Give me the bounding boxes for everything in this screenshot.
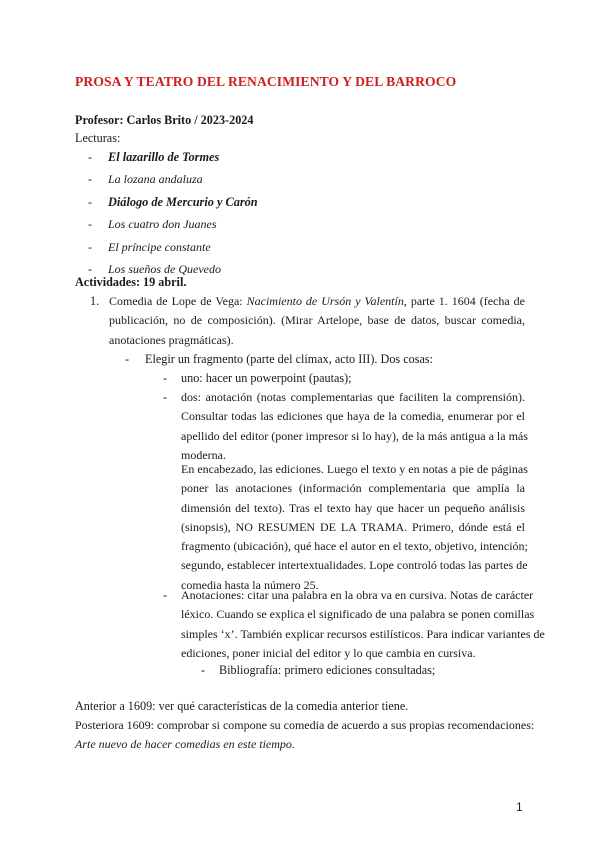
reading-title: El lazarillo de Tormes [108, 150, 220, 164]
encabezado-line: (sinopsis), NO RESUMEN DE LA TRAMA. Primero, dónde está el [181, 519, 525, 534]
item1-text: , parte 1. 1604 (fecha de [403, 294, 526, 308]
professor-line: Profesor: Carlos Brito / 2023-2024 [75, 113, 254, 127]
list-dash: - [88, 150, 92, 164]
page-number: 1 [516, 800, 523, 814]
item1-line: anotaciones pragmáticas). [109, 332, 234, 347]
anotaciones-line: simples ‘x’. También explicar recursos estilísticos. Para indicar variantes de [181, 626, 545, 641]
posterior-paragraph [75, 716, 535, 755]
anterior-line: Anterior a 1609: ver qué características de la comedia anterior tiene. [75, 699, 409, 713]
list-dash: - [163, 371, 168, 385]
encabezado-line: dimensión del texto). Tras el texto hay que hacer un pequeño análisis [181, 500, 525, 515]
sub-item-uno: uno: hacer un powerpoint (pautas); [181, 371, 352, 385]
encabezado-line: poner las anotaciones (información complementaria que amplía la [181, 481, 525, 496]
list-dash: - [88, 194, 92, 209]
activities-heading: Actividades: 19 abril. [75, 275, 187, 289]
reading-title: Diálogo de Mercurio y Carón [108, 194, 258, 209]
list-dash: - [163, 588, 168, 602]
comedy-title: Nacimiento de Ursón y Valentín [246, 294, 404, 308]
list-dash: - [163, 390, 168, 404]
readings-label: Lecturas: [75, 131, 121, 145]
sub-item-bibliografia: Bibliografía: primero ediciones consultadas; [219, 663, 436, 677]
dos-line: apellido del editor (poner impresor si lo hay), de la más antigua a la más [181, 428, 528, 443]
dos-line: Consultar todas las ediciones que haya de la comedia, enumerar por el [181, 409, 525, 424]
item1-line [109, 292, 525, 311]
anotaciones-line: Anotaciones: citar una palabra en la obra va en cursiva. Notas de carácter [181, 588, 534, 602]
list-dash: - [88, 217, 92, 232]
list-dash: - [125, 352, 130, 366]
list-dash: - [201, 663, 206, 677]
item1-text: Comedia de Lope de Vega: [109, 294, 247, 308]
document-title: PROSA Y TEATRO DEL RENACIMIENTO Y DEL BARROCO [75, 74, 457, 89]
encabezado-line: fragmento (ubicación), qué hace el autor en el texto, objetivo, intención; [181, 539, 528, 554]
encabezado-paragraph [181, 460, 528, 595]
encabezado-line: segundo, establecer intertextualidades. Lope controló todas las partes de [181, 558, 528, 573]
reading-title: El príncipe constante [108, 239, 211, 254]
reading-title: La lozana andaluza [108, 172, 203, 187]
reading-title: Los sueños de Quevedo [108, 261, 221, 276]
list-dash: - [88, 261, 92, 276]
encabezado-line: comedia hasta la número 25. [181, 577, 319, 592]
list-dash: - [88, 239, 92, 254]
sub-item-dos [181, 388, 528, 465]
anotaciones-line: léxico. Cuando se explica el significado de una palabra se ponen comillas [181, 607, 535, 622]
fragment-line: Elegir un fragmento (parte del clímax, acto III). Dos cosas: [145, 352, 433, 366]
item1-line: publicación, no de composición). (Mirar Artelope, base de datos, buscar comedia, [109, 313, 525, 328]
dos-line: moderna. [181, 447, 226, 462]
list-dash: - [88, 172, 92, 187]
sub-item-anotaciones [181, 586, 545, 663]
dos-line: dos: anotación (notas complementarias que faciliten la comprensión). [181, 390, 525, 404]
anotaciones-line: ediciones, poner inicial del editor y lo que cambia en cursiva. [181, 645, 476, 660]
item1-paragraph [109, 292, 525, 350]
posterior-line: Posteriora 1609: comprobar si compone su comedia de acuerdo a sus propias recomendaciones: [75, 718, 535, 732]
item-number: 1. [90, 294, 100, 308]
reading-title: Los cuatro don Juanes [108, 217, 217, 232]
arte-nuevo-title: Arte nuevo de hacer comedias en este tiempo. [75, 737, 295, 752]
encabezado-line: En encabezado, las ediciones. Luego el texto y en notas a pie de páginas [181, 462, 528, 476]
